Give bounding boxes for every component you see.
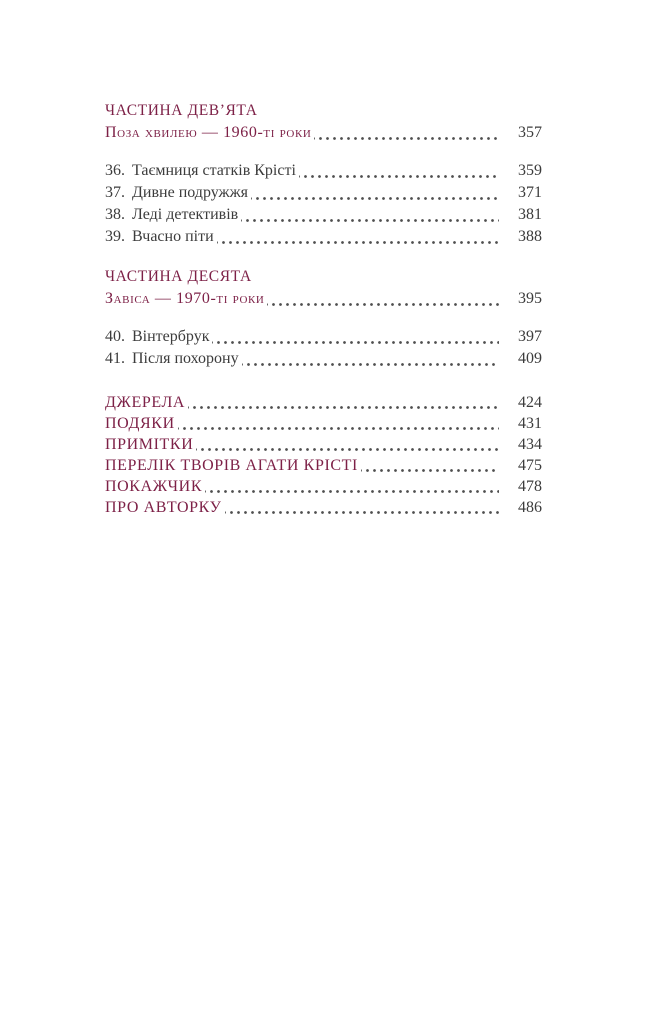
chapter-title: Дивне подружжя — [132, 184, 248, 201]
chapter-title: Таємниця статків Крісті — [132, 162, 296, 179]
dot-leader — [361, 455, 499, 476]
chapter-number: 40. — [105, 328, 125, 345]
page-number: 395 — [518, 290, 542, 307]
backmatter-title: ПРИМІТКИ — [105, 436, 194, 453]
part-heading-ten: ЧАСТИНА ДЕСЯТА — [105, 268, 252, 285]
page-number: 478 — [518, 478, 542, 495]
toc-row-chapter-41 — [105, 348, 542, 370]
part-subtitle: Поза хвилею — 1960-ті роки — [105, 124, 312, 141]
page-number: 381 — [518, 206, 542, 223]
dot-leader — [196, 434, 499, 455]
chapter-title: Вчасно піти — [132, 228, 214, 245]
backmatter-title: ДЖЕРЕЛА — [105, 394, 186, 411]
backmatter-title: ПРО АВТОРКУ — [105, 499, 222, 516]
page-number: 357 — [518, 124, 542, 141]
toc-row-notes — [105, 434, 542, 455]
chapter-title: Вінтербрук — [132, 328, 210, 345]
backmatter-title: ПОКАЖЧИК — [105, 478, 203, 495]
dot-leader — [225, 497, 499, 518]
toc-row-chapter-39 — [105, 226, 542, 248]
spacer — [105, 144, 542, 160]
backmatter-title: ПЕРЕЛІК ТВОРІВ АГАТИ КРІСТІ — [105, 457, 358, 474]
page-number: 486 — [518, 499, 542, 516]
chapter-title: Після похорону — [132, 350, 239, 367]
page-number: 475 — [518, 457, 542, 474]
dot-leader — [251, 182, 499, 204]
chapter-number: 37. — [105, 184, 125, 201]
dot-leader — [178, 413, 499, 434]
chapter-number: 39. — [105, 228, 125, 245]
dot-leader — [241, 204, 499, 226]
dot-leader — [212, 326, 499, 348]
dot-leader — [217, 226, 499, 248]
page-number: 371 — [518, 184, 542, 201]
toc-row-chapter-40 — [105, 326, 542, 348]
toc-row-part-ten-subtitle — [105, 288, 542, 310]
backmatter-list — [105, 392, 542, 518]
page-number: 388 — [518, 228, 542, 245]
dot-leader — [205, 476, 499, 497]
toc-row-sources — [105, 392, 542, 413]
toc-row-chapter-38 — [105, 204, 542, 226]
toc-row-chapter-36 — [105, 160, 542, 182]
dot-leader — [242, 348, 499, 370]
part-subtitle: Завіса — 1970-ті роки — [105, 290, 265, 307]
table-of-contents — [105, 100, 542, 518]
chapter-number: 41. — [105, 350, 125, 367]
page-number: 431 — [518, 415, 542, 432]
dot-leader — [314, 122, 499, 144]
toc-row-part-nine-subtitle — [105, 122, 542, 144]
backmatter-title: ПОДЯКИ — [105, 415, 175, 432]
toc-row-index — [105, 476, 542, 497]
toc-row-chapter-37 — [105, 182, 542, 204]
page-number: 424 — [518, 394, 542, 411]
toc-row-about-author — [105, 497, 542, 518]
page-number: 409 — [518, 350, 542, 367]
part-heading-nine: ЧАСТИНА ДЕВ’ЯТА — [105, 102, 258, 119]
dot-leader — [267, 288, 499, 310]
toc-row-acknowledgements — [105, 413, 542, 434]
page-number: 359 — [518, 162, 542, 179]
chapter-number: 38. — [105, 206, 125, 223]
page-number: 434 — [518, 436, 542, 453]
toc-row-works-list — [105, 455, 542, 476]
chapter-number: 36. — [105, 162, 125, 179]
dot-leader — [188, 392, 499, 413]
page-number: 397 — [518, 328, 542, 345]
dot-leader — [299, 160, 499, 182]
chapter-title: Леді детективів — [132, 206, 239, 223]
spacer — [105, 310, 542, 326]
